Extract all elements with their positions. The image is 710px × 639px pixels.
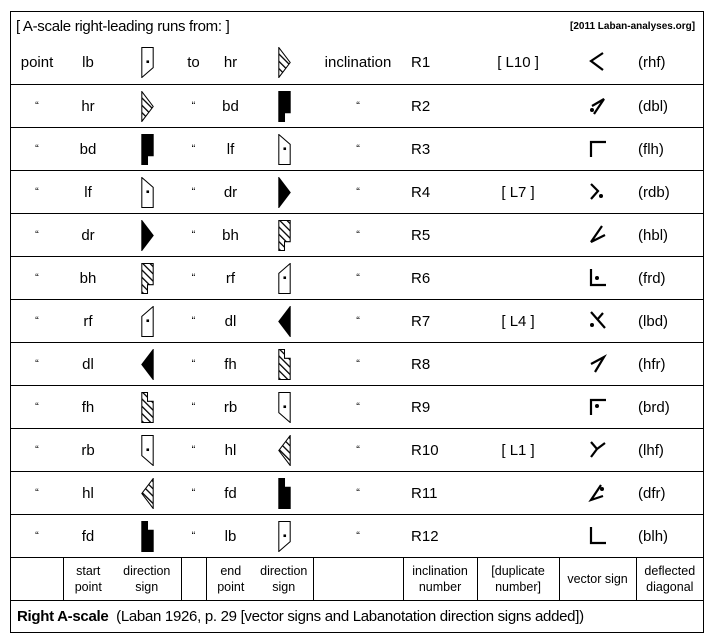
direction-sign-bh-icon <box>141 263 154 294</box>
a-scale-table <box>11 12 703 600</box>
end-direction-sign <box>255 128 313 171</box>
start-direction-sign <box>113 128 181 171</box>
deflected-diagonal: (hfr) <box>636 343 703 386</box>
start-direction-sign <box>113 300 181 343</box>
duplicate-number <box>477 257 559 300</box>
end-direction-sign <box>255 515 313 558</box>
deflected-diagonal: (flh) <box>636 128 703 171</box>
inclination-label: “ <box>313 515 403 558</box>
to-label: “ <box>181 300 206 343</box>
to-label: “ <box>181 386 206 429</box>
vector-sign-brd-icon <box>587 396 609 418</box>
table-row <box>11 85 703 128</box>
direction-sign-lf-icon <box>278 134 291 165</box>
start-point: dl <box>63 343 113 386</box>
vector-sign <box>559 343 636 386</box>
label-direction-sign-end: direction sign <box>255 558 313 601</box>
point-label: “ <box>11 85 63 128</box>
start-point: hr <box>63 85 113 128</box>
label-direction-sign: direction sign <box>113 558 181 601</box>
direction-sign-lf-icon <box>141 177 154 208</box>
duplicate-number <box>477 386 559 429</box>
credit: [2011 Laban-analyses.org] <box>569 20 696 32</box>
deflected-diagonal: (frd) <box>636 257 703 300</box>
start-point: hl <box>63 472 113 515</box>
to-label: “ <box>181 429 206 472</box>
point-label: “ <box>11 386 63 429</box>
inclination-label: “ <box>313 386 403 429</box>
duplicate-number <box>477 472 559 515</box>
to-label: “ <box>181 343 206 386</box>
deflected-diagonal: (hbl) <box>636 214 703 257</box>
vector-sign-dbl-icon <box>587 95 609 117</box>
end-direction-sign <box>255 343 313 386</box>
vector-sign <box>559 257 636 300</box>
inclination-number: R3 <box>403 128 477 171</box>
end-direction-sign <box>255 472 313 515</box>
column-labels-row <box>11 558 703 601</box>
direction-sign-fd-icon <box>141 521 154 552</box>
duplicate-number: [ L7 ] <box>477 171 559 214</box>
vector-sign <box>559 214 636 257</box>
start-direction-sign <box>113 85 181 128</box>
direction-sign-lb-icon <box>141 47 154 78</box>
end-point: dl <box>206 300 255 343</box>
end-point: fd <box>206 472 255 515</box>
end-direction-sign <box>255 429 313 472</box>
label-end-point: end point <box>206 558 255 601</box>
end-point: lb <box>206 515 255 558</box>
start-point: bd <box>63 128 113 171</box>
duplicate-number <box>477 128 559 171</box>
to-label: “ <box>181 257 206 300</box>
end-point: lf <box>206 128 255 171</box>
inclination-number: R4 <box>403 171 477 214</box>
end-point: hr <box>223 53 238 71</box>
point-label: “ <box>11 214 63 257</box>
deflected-diagonal: (dbl) <box>636 85 703 128</box>
vector-sign-rdb-icon <box>587 181 609 203</box>
inclination-number: R11 <box>403 472 477 515</box>
point-label: point <box>20 53 54 71</box>
inclination-label: “ <box>313 128 403 171</box>
direction-sign-rf-icon <box>278 263 291 294</box>
duplicate-number <box>477 214 559 257</box>
vector-sign-rhf-icon <box>587 51 609 73</box>
deflected-diagonal: (lbd) <box>636 300 703 343</box>
point-label: “ <box>11 472 63 515</box>
inclination-label: “ <box>313 214 403 257</box>
direction-sign-bh-icon <box>278 220 291 251</box>
vector-sign <box>559 128 636 171</box>
direction-sign-dl-icon <box>278 306 291 337</box>
point-label: “ <box>11 515 63 558</box>
duplicate-number: [ L1 ] <box>477 429 559 472</box>
table-row <box>11 40 703 85</box>
start-point: fh <box>63 386 113 429</box>
table-row <box>11 429 703 472</box>
start-direction-sign <box>113 171 181 214</box>
inclination-label: “ <box>313 472 403 515</box>
inclination-label: “ <box>313 85 403 128</box>
table-row <box>11 515 703 558</box>
end-point: hl <box>206 429 255 472</box>
end-direction-sign <box>255 214 313 257</box>
inclination-label: “ <box>313 171 403 214</box>
start-direction-sign <box>113 343 181 386</box>
table-title: [ A-scale right-leading runs from: ] <box>16 17 230 35</box>
direction-sign-rf-icon <box>141 306 154 337</box>
vector-sign-hbl-icon <box>587 224 609 246</box>
end-point: rb <box>206 386 255 429</box>
duplicate-number <box>477 343 559 386</box>
inclination-number: R9 <box>403 386 477 429</box>
vector-sign <box>559 515 636 558</box>
table-row <box>11 472 703 515</box>
point-label: “ <box>11 257 63 300</box>
start-direction-sign <box>113 386 181 429</box>
inclination-number: R10 <box>403 429 477 472</box>
point-label: “ <box>11 429 63 472</box>
label-inclination-number: inclination number <box>403 558 477 601</box>
table-row <box>11 386 703 429</box>
start-point: lb <box>82 53 94 71</box>
inclination-label: “ <box>313 429 403 472</box>
direction-sign-bd-icon <box>278 91 291 122</box>
direction-sign-rb-icon <box>278 392 291 423</box>
vector-sign <box>559 429 636 472</box>
vector-sign <box>559 85 636 128</box>
deflected-diagonal: (lhf) <box>636 429 703 472</box>
end-direction-sign <box>255 85 313 128</box>
direction-sign-hr-icon <box>141 91 154 122</box>
end-point: rf <box>206 257 255 300</box>
vector-sign-frd-icon <box>587 267 609 289</box>
inclination-label: “ <box>313 257 403 300</box>
inclination-label: “ <box>313 343 403 386</box>
direction-sign-dr-icon <box>141 220 154 251</box>
duplicate-number: [ L4 ] <box>477 300 559 343</box>
direction-sign-bd-icon <box>141 134 154 165</box>
caption-title: Right A-scale <box>17 608 109 625</box>
caption-source: (Laban 1926, p. 29 [vector signs and Labanotation direction signs added]) <box>116 608 584 625</box>
label-duplicate-number: [duplicate number] <box>477 558 559 601</box>
end-direction-sign <box>255 386 313 429</box>
point-label: “ <box>11 300 63 343</box>
to-label: “ <box>181 171 206 214</box>
vector-sign-flh-icon <box>587 138 609 160</box>
table-row <box>11 171 703 214</box>
to-label: “ <box>181 85 206 128</box>
inclination-number: R8 <box>403 343 477 386</box>
point-label: “ <box>11 343 63 386</box>
start-point: rb <box>63 429 113 472</box>
direction-sign-dl-icon <box>141 349 154 380</box>
vector-sign <box>559 386 636 429</box>
label-vector-sign: vector sign <box>559 558 636 601</box>
inclination-number: R6 <box>403 257 477 300</box>
direction-sign-dr-icon <box>278 177 291 208</box>
start-direction-sign <box>113 40 181 85</box>
end-point: fh <box>206 343 255 386</box>
table-row <box>11 300 703 343</box>
start-direction-sign <box>113 257 181 300</box>
table-row <box>11 214 703 257</box>
end-direction-sign <box>255 171 313 214</box>
deflected-diagonal: (rhf) <box>638 53 666 71</box>
vector-sign <box>559 300 636 343</box>
direction-sign-hl-icon <box>278 435 291 466</box>
deflected-diagonal: (rdb) <box>636 171 703 214</box>
vector-sign <box>559 171 636 214</box>
end-point: dr <box>206 171 255 214</box>
vector-sign <box>559 40 636 85</box>
laban-table-container <box>10 11 704 633</box>
to-label: to <box>187 53 200 71</box>
direction-sign-hl-icon <box>141 478 154 509</box>
direction-sign-hr-icon <box>278 47 291 78</box>
inclination-number: R2 <box>403 85 477 128</box>
table-row <box>11 257 703 300</box>
label-deflected-diagonal: deflected diagonal <box>636 558 703 601</box>
inclination-number: R7 <box>403 300 477 343</box>
start-point: bh <box>63 257 113 300</box>
vector-sign-blh-icon <box>587 525 609 547</box>
end-direction-sign <box>255 300 313 343</box>
end-direction-sign <box>255 257 313 300</box>
deflected-diagonal: (blh) <box>636 515 703 558</box>
start-point: fd <box>63 515 113 558</box>
inclination-number: R5 <box>403 214 477 257</box>
duplicate-number: [ L10 ] <box>497 53 539 71</box>
start-direction-sign <box>113 515 181 558</box>
deflected-diagonal: (brd) <box>636 386 703 429</box>
duplicate-number <box>477 85 559 128</box>
start-direction-sign <box>113 429 181 472</box>
to-label: “ <box>181 472 206 515</box>
vector-sign-dfr-icon <box>587 482 609 504</box>
table-row <box>11 343 703 386</box>
direction-sign-rb-icon <box>141 435 154 466</box>
start-point: rf <box>63 300 113 343</box>
inclination-label: “ <box>313 300 403 343</box>
start-direction-sign <box>113 214 181 257</box>
to-label: “ <box>181 214 206 257</box>
direction-sign-lb-icon <box>278 521 291 552</box>
duplicate-number <box>477 515 559 558</box>
inclination-label: inclination <box>324 53 392 71</box>
label-start-point: start point <box>63 558 113 601</box>
inclination-number: R1 <box>411 53 431 71</box>
direction-sign-fd-icon <box>278 478 291 509</box>
to-label: “ <box>181 515 206 558</box>
point-label: “ <box>11 171 63 214</box>
end-point: bd <box>206 85 255 128</box>
start-point: dr <box>63 214 113 257</box>
direction-sign-fh-icon <box>278 349 291 380</box>
vector-sign-lbd-icon <box>587 310 609 332</box>
vector-sign <box>559 472 636 515</box>
caption <box>11 600 703 632</box>
end-direction-sign <box>255 40 313 85</box>
table-row <box>11 128 703 171</box>
deflected-diagonal: (dfr) <box>636 472 703 515</box>
end-point: bh <box>206 214 255 257</box>
inclination-number: R12 <box>403 515 477 558</box>
direction-sign-fh-icon <box>141 392 154 423</box>
to-label: “ <box>181 128 206 171</box>
vector-sign-hfr-icon <box>587 353 609 375</box>
vector-sign-lhf-icon <box>587 439 609 461</box>
start-direction-sign <box>113 472 181 515</box>
point-label: “ <box>11 128 63 171</box>
start-point: lf <box>63 171 113 214</box>
